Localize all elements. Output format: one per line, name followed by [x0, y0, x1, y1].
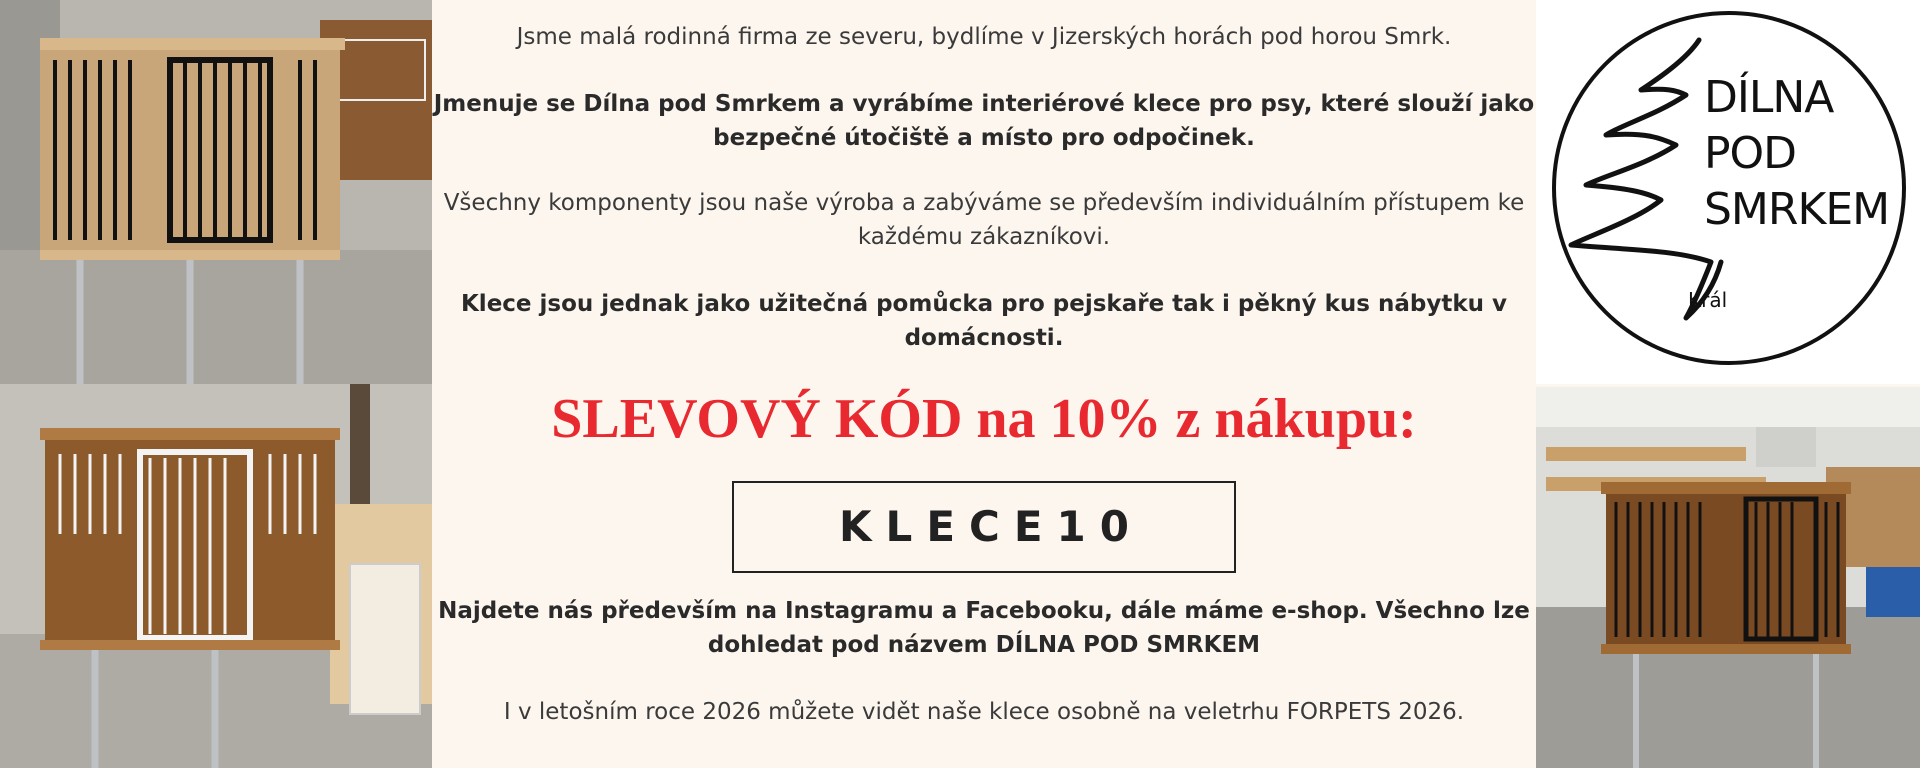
- intro-text: Jsme malá rodinná firma ze severu, bydlíme v Jizerských horách pod horou Smrk.: [516, 24, 1452, 50]
- product-photo-black-cage: [0, 0, 432, 384]
- find-us-text: Najdete nás především na Instagramu a Facebooku, dále máme e-shop. Všechno lze dohledat pod názvem DÍLNA POD SMRKEM: [438, 598, 1530, 658]
- promo-code-box[interactable]: [732, 481, 1236, 573]
- promo-title: SLEVOVÝ KÓD na 10% z nákupu:: [551, 388, 1417, 450]
- promo-code[interactable]: KLECE10: [839, 502, 1143, 551]
- workshop-photo-illustration: [1536, 387, 1920, 768]
- cage-photo-illustration: [0, 384, 432, 768]
- workshop-photo: [1536, 387, 1920, 768]
- about-text: Jmenuje se Dílna pod Smrkem a vyrábíme interiérové klece pro psy, které slouží jako bezpečné útočiště a místo pro odpočinek.: [433, 91, 1535, 151]
- logo-line-2: POD: [1704, 128, 1797, 179]
- components-text: Všechny komponenty jsou naše výroba a zabýváme se především individuálním přístupem ke každému zákazníkovi.: [443, 190, 1525, 250]
- fair-text: I v letošním roce 2026 můžete vidět naše klece osobně na veletrhu FORPETS 2026.: [503, 699, 1465, 725]
- logo-signature: Král: [1688, 288, 1728, 312]
- cage-photo-illustration: [0, 0, 432, 384]
- product-photo-white-cage: [0, 384, 432, 768]
- logo-line-3: SMRKEM: [1704, 184, 1890, 235]
- company-logo: [1536, 0, 1920, 384]
- info-panel: [432, 0, 1536, 768]
- logo-line-1: DÍLNA: [1704, 72, 1834, 123]
- usefulness-text: Klece jsou jednak jako užitečná pomůcka pro pejskaře tak i pěkný kus nábytku v domácnosti.: [460, 291, 1508, 351]
